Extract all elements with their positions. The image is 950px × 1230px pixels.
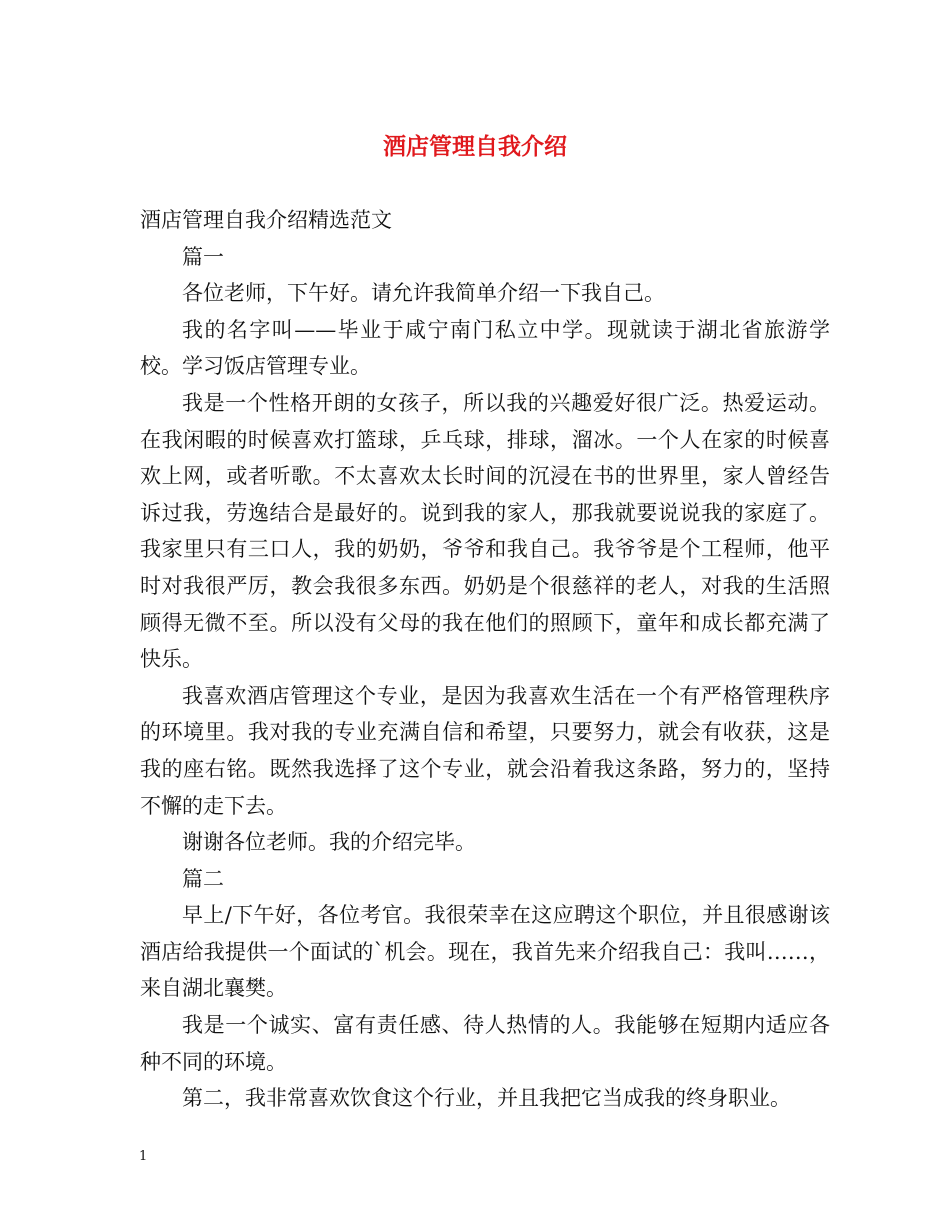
document-body [140,202,830,1117]
paragraph-thanks: 谢谢各位老师。我的介绍完毕。 [182,830,476,855]
section-heading-1: 篇一 [182,244,224,269]
paragraph-name-school: 我的名字叫——毕业于咸宁南门私立中学。现就读于湖北省旅游学校。学习饭店管理专业。 [140,317,830,379]
paragraph-hobbies-family: 我是一个性格开朗的女孩子，所以我的兴趣爱好很广泛。热爱运动。在我闲暇的时候喜欢打篮球，乒乓球，排球，溜冰。一个人在家的时候喜欢上网，或者听歌。不太喜欢太长时间的沉浸在书的世界里，家人曾经告诉过我，劳逸结合是最好的。说到我的家人，那我就要说说我的家庭了。我家里只有三口人，我的奶奶，爷爷和我自己。我爷爷是个工程师，他平时对我很严厉，教会我很多东西。奶奶是个很慈祥的老人，对我的生活照顾得无微不至。所以没有父母的我在他们的照顾下，童年和成长都充满了快乐。 [140,390,830,672]
page-number: 1 [139,1149,148,1164]
paragraph-major: 我喜欢酒店管理这个专业，是因为我喜欢生活在一个有严格管理秩序的环境里。我对我的专业充满自信和希望，只要努力，就会有收获，这是我的座右铭。既然我选择了这个专业，就会沿着我这条路，努力的，坚持不懈的走下去。 [140,683,830,818]
document-title: 酒店管理自我介绍 [383,133,567,160]
paragraph-greeting: 各位老师，下午好。请允许我简单介绍一下我自己。 [182,281,665,306]
section-heading-2: 篇二 [182,866,224,891]
paragraph-personality: 我是一个诚实、富有责任感、待人热情的人。我能够在短期内适应各种不同的环境。 [140,1013,830,1074]
paragraph-career: 第二，我非常喜欢饮食这个行业，并且我把它当成我的终身职业。 [182,1086,791,1111]
paragraph-interview-greeting: 早上/下午好，各位考官。我很荣幸在这应聘这个职位，并且很感谢该酒店给我提供一个面试的`机会。现在，我首先来介绍我自己：我叫……，来自湖北襄樊。 [140,903,830,1001]
document-subtitle: 酒店管理自我介绍精选范文 [140,208,392,232]
